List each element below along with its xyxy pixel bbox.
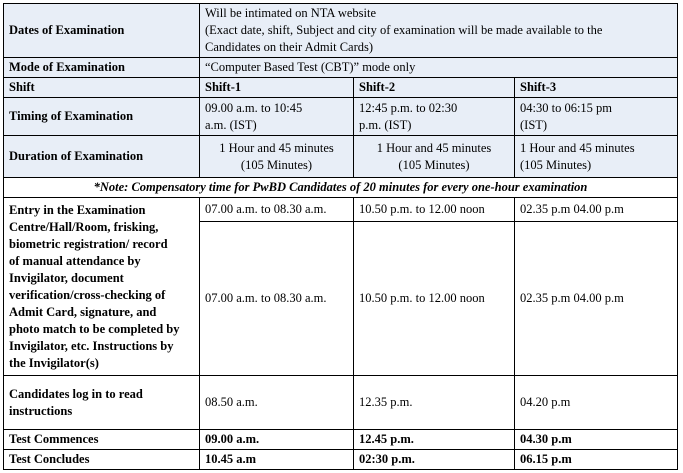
mode-value: “Computer Based Test (CBT)” mode only [200,58,678,78]
entry-row-1-shift-2: 10.50 p.m. to 12.00 noon [354,198,515,222]
table-row-dates [4,4,678,58]
entry-label-line-7: Admit Card, signature, and [9,304,157,319]
commence-label: Test Commences [4,430,200,450]
shift-label: Shift [4,78,200,98]
table-row-note [4,178,678,198]
conclude-label: Test Concludes [4,450,200,470]
table-row-duration [4,136,678,178]
commence-shift-1: 09.00 a.m. [200,430,354,450]
entry-label-line-6: verification/cross-checking of [9,287,166,302]
table-row-login [4,376,678,430]
duration-shift-1-line-1: 1 Hour and 45 minutes [219,140,334,155]
login-label [4,376,200,430]
timing-shift-2-line-1: 12:45 p.m. to 02:30 [359,100,458,115]
table-row-commence [4,430,678,450]
entry-row-2-shift-2: 10.50 p.m. to 12.00 noon [354,222,515,376]
entry-label-line-9: Invigilator, etc. Instructions by [9,338,174,353]
duration-shift-2-line-2: (105 Minutes) [398,157,470,172]
duration-shift-1 [200,136,354,178]
entry-row-2-shift-3: 02.35 p.m 04.00 p.m [515,222,678,376]
login-shift-2: 12.35 p.m. [354,376,515,430]
entry-label-line-5: Invigilator, document [9,270,124,285]
duration-shift-2 [354,136,515,178]
timing-shift-2-line-2: p.m. (IST) [359,117,412,132]
schedule-table-wrapper [3,3,678,470]
dates-line-2: (Exact date, shift, Subject and city of examination will be made available to the [205,23,603,37]
entry-label [4,198,200,376]
entry-row-1-shift-1: 07.00 a.m. to 08.30 a.m. [200,198,354,222]
timing-shift-3-line-2: (IST) [520,117,548,132]
duration-shift-3-line-2: (105 Minutes) [520,157,592,172]
conclude-shift-1: 10.45 a.m [200,450,354,470]
mode-label: Mode of Examination [4,58,200,78]
entry-row-1-shift-3: 02.35 p.m 04.00 p.m [515,198,678,222]
login-label-line-1: Candidates log in to read [9,386,143,401]
entry-row-2-shift-1: 07.00 a.m. to 08.30 a.m. [200,222,354,376]
entry-label-line-2: Centre/Hall/Room, frisking, [9,219,159,234]
entry-label-line-4: of manual attendance by [9,253,141,268]
table-row-conclude [4,450,678,470]
table-row-entry-1 [4,198,678,222]
table-row-timing [4,98,678,136]
entry-label-line-8: photo match to be completed by [9,321,180,336]
duration-shift-3-line-1: 1 Hour and 45 minutes [520,140,635,155]
timing-shift-1-line-2: a.m. (IST) [205,117,257,132]
dates-value [200,4,678,58]
commence-shift-2: 12.45 p.m. [354,430,515,450]
shift-3-header: Shift-3 [515,78,678,98]
login-label-line-2: instructions [9,403,73,418]
shift-2-header: Shift-2 [354,78,515,98]
login-shift-3: 04.20 p.m [515,376,678,430]
conclude-shift-2: 02:30 p.m. [354,450,515,470]
conclude-shift-3: 06.15 p.m [515,450,678,470]
timing-shift-3 [515,98,678,136]
commence-shift-3: 04.30 p.m [515,430,678,450]
duration-shift-2-line-1: 1 Hour and 45 minutes [376,140,492,155]
table-row-mode [4,58,678,78]
timing-shift-2 [354,98,515,136]
entry-label-line-3: biometric registration/ record [9,236,168,251]
pwbd-note: *Note: Compensatory time for PwBD Candidates of 20 minutes for every one-hour examination [4,178,678,198]
table-row-shift [4,78,678,98]
dates-line-3: Candidates on their Admit Cards) [205,40,374,54]
timing-shift-1 [200,98,354,136]
entry-label-line-10: the Invigilator(s) [9,355,99,370]
shift-1-header: Shift-1 [200,78,354,98]
duration-shift-3 [515,136,678,178]
login-shift-1: 08.50 a.m. [200,376,354,430]
timing-shift-3-line-1: 04:30 to 06:15 pm [520,100,613,115]
timing-label: Timing of Examination [4,98,200,136]
dates-label: Dates of Examination [4,4,200,58]
duration-shift-1-line-2: (105 Minutes) [240,157,313,172]
dates-line-1: Will be intimated on NTA website [205,6,377,20]
exam-schedule-table [3,3,678,470]
entry-label-line-1: Entry in the Examination [9,202,146,217]
timing-shift-1-line-1: 09.00 a.m. to 10:45 [205,100,303,115]
duration-label: Duration of Examination [4,136,200,178]
